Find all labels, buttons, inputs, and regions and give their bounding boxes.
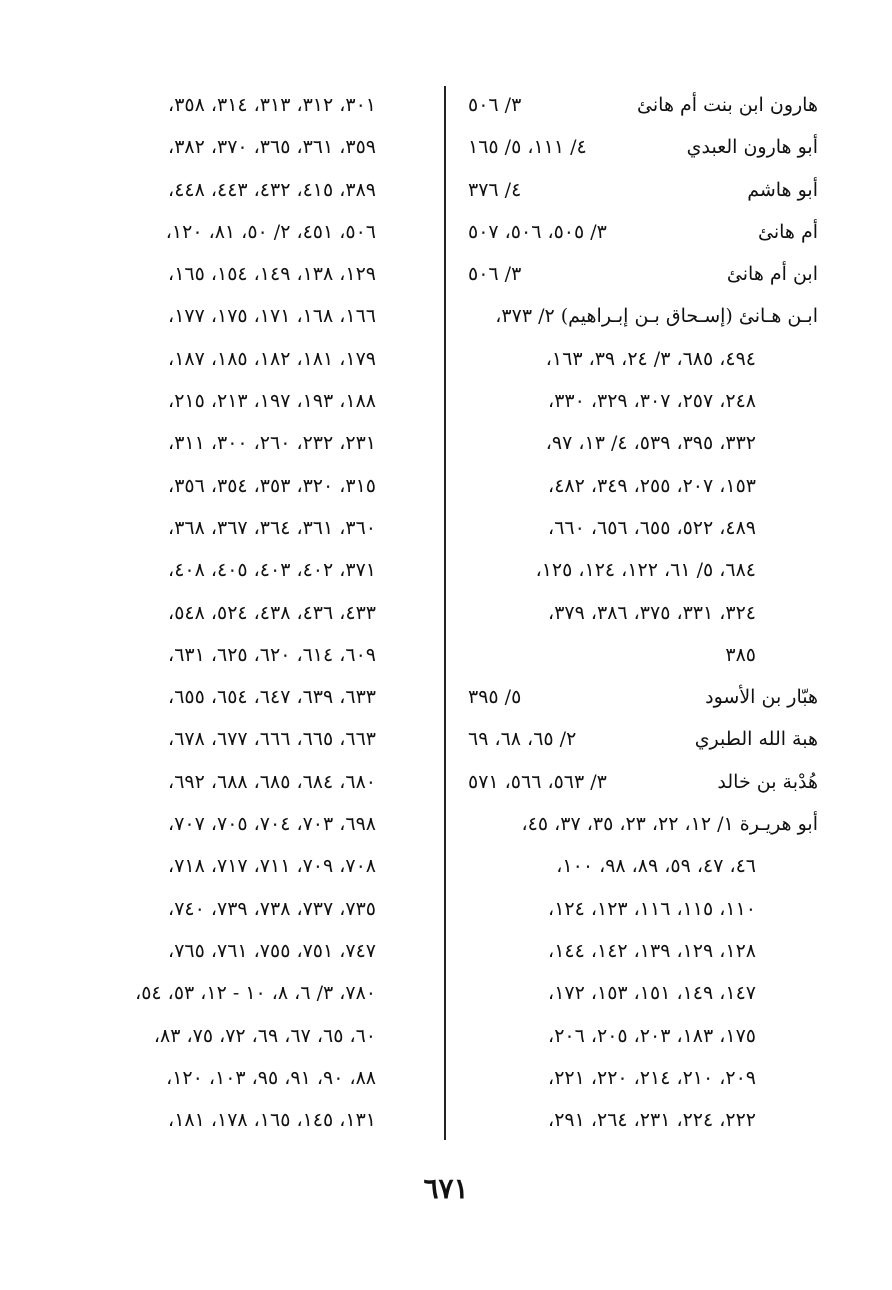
- continuation-line: ٦٦٣، ٦٦٥، ٦٦٦، ٦٧٧، ٦٧٨،: [168, 728, 376, 751]
- continuation-line: ١٧٩، ١٨١، ١٨٢، ١٨٥، ١٨٧،: [168, 347, 376, 370]
- index-entry: [458, 211, 818, 253]
- continuation-line: ٣٣٢، ٣٩٥، ٥٣٩، ٤/ ١٣، ٩٧،: [545, 432, 756, 455]
- continuation-line: ٣٦٠، ٣٦١، ٣٦٤، ٣٦٧، ٣٦٨،: [168, 516, 376, 539]
- left-index-column: [70, 84, 376, 1141]
- right-index-column: [458, 84, 818, 1141]
- entry-references: ٤/ ٣٧٦: [468, 178, 522, 201]
- entry-name: أم هانئ: [757, 220, 818, 243]
- continuation-line: ٤٩٤، ٦٨٥، ٣/ ٢٤، ٣٩، ١٦٣،: [545, 347, 756, 370]
- continuation-line: ١٢٨، ١٢٩، ١٣٩، ١٤٢، ١٤٤،: [548, 939, 756, 962]
- page-number: ٦٧١: [423, 1172, 469, 1205]
- entry-references: ٢/ ٦٥، ٦٨، ٦٩: [468, 728, 577, 751]
- continuation-line: ٣١٥، ٣٢٠، ٣٥٣، ٣٥٤، ٣٥٦،: [168, 474, 376, 497]
- index-entry: [458, 84, 818, 126]
- continuation-line: ٦٨٤، ٥/ ٦١، ١٢٢، ١٢٤، ١٢٥،: [535, 559, 756, 582]
- continuation-line: ١٦٦، ١٦٨، ١٧١، ١٧٥، ١٧٧،: [168, 305, 376, 328]
- continuation-line: ٢٢٢، ٢٢٤، ٢٣١، ٢٦٤، ٢٩١،: [548, 1109, 756, 1132]
- continuation-line: ٨٨، ٩٠، ٩١، ٩٥، ١٠٣، ١٢٠،: [166, 1066, 376, 1089]
- continuation-line: ١١٠، ١١٥، ١١٦، ١٢٣، ١٢٤،: [548, 897, 756, 920]
- continuation-line: ١٤٧، ١٤٩، ١٥١، ١٥٣، ١٧٢،: [548, 982, 756, 1005]
- continuation-line: ١٢٩، ١٣٨، ١٤٩، ١٥٤، ١٦٥،: [168, 263, 376, 286]
- entry-name: هارون ابن بنت أم هانئ: [637, 94, 818, 116]
- column-divider: [444, 86, 446, 1140]
- entry-name: هبة الله الطبري: [694, 728, 818, 751]
- continuation-line: ٣٨٩، ٤١٥، ٤٣٢، ٤٤٣، ٤٤٨،: [168, 178, 376, 201]
- entry-references: ٣/ ٥٠٦: [468, 263, 522, 286]
- continuation-line: ٧٣٥، ٧٣٧، ٧٣٨، ٧٣٩، ٧٤٠،: [168, 897, 376, 920]
- continuation-line: ٦٠٩، ٦١٤، ٦٢٠، ٦٢٥، ٦٣١،: [168, 643, 376, 666]
- continuation-line: ٣٠١، ٣١٢، ٣١٣، ٣١٤، ٣٥٨،: [168, 94, 376, 116]
- continuation-line: ٤٦، ٤٧، ٥٩، ٨٩، ٩٨، ١٠٠،: [556, 855, 756, 878]
- index-entry: [458, 169, 818, 211]
- entry-references: ٤/ ١١١، ٥/ ١٦٥: [468, 136, 587, 159]
- continuation-line: ٢٠٩، ٢١٠، ٢١٤، ٢٢٠، ٢٢١،: [548, 1066, 756, 1089]
- continuation-line: ٥٠٦، ٤٥١، ٢/ ٥٠، ٨١، ١٢٠،: [165, 220, 376, 243]
- continuation-line: ١٧٥، ١٨٣، ٢٠٣، ٢٠٥، ٢٠٦،: [548, 1024, 756, 1047]
- continuation-line: ٧٤٧، ٧٥١، ٧٥٥، ٧٦١، ٧٦٥،: [168, 939, 376, 962]
- index-entry: [458, 761, 818, 803]
- continuation-line: ٤٣٣، ٤٣٦، ٤٣٨، ٥٢٤، ٥٤٨،: [168, 601, 376, 624]
- continuation-line: ١٣١، ١٤٥، ١٦٥، ١٧٨، ١٨١،: [168, 1109, 376, 1132]
- continuation-line: ٦٠، ٦٥، ٦٧، ٦٩، ٧٢، ٧٥، ٨٣،: [153, 1024, 376, 1047]
- continuation-line: ٣٥٩، ٣٦١، ٣٦٥، ٣٧٠، ٣٨٢،: [168, 136, 376, 159]
- index-entry: [458, 253, 818, 295]
- index-entry: [458, 718, 818, 760]
- index-entry: [458, 126, 818, 168]
- entry-references: ٥/ ٣٩٥: [468, 686, 522, 709]
- index-entry: ابـن هـانئ (إسـحاق بـن إبـراهيم) ٢/ ٣٧٣،: [495, 305, 818, 328]
- entry-name: أبو هارون العبدي: [686, 136, 818, 159]
- entry-name: هبّار بن الأسود: [705, 686, 818, 709]
- continuation-line: ٦٣٣، ٦٣٩، ٦٤٧، ٦٥٤، ٦٥٥،: [168, 686, 376, 709]
- continuation-line: ٣٧١، ٤٠٢، ٤٠٣، ٤٠٥، ٤٠٨،: [168, 559, 376, 582]
- continuation-line: ١٨٨، ١٩٣، ١٩٧، ٢١٣، ٢١٥،: [168, 390, 376, 413]
- index-entry: [458, 676, 818, 718]
- entry-name: ابن أم هانئ: [726, 263, 818, 286]
- entry-references: ٣/ ٥٦٣، ٥٦٦، ٥٧١: [468, 770, 607, 793]
- continuation-line: ٤٨٩، ٥٢٢، ٦٥٥، ٦٥٦، ٦٦٠،: [548, 516, 756, 539]
- continuation-line: ٢٤٨، ٢٥٧، ٣٠٧، ٣٢٩، ٣٣٠،: [548, 390, 756, 413]
- continuation-line: ٣٢٤، ٣٣١، ٣٧٥، ٣٨٦، ٣٧٩،: [548, 601, 756, 624]
- continuation-line: ٧٠٨، ٧٠٩، ٧١١، ٧١٧، ٧١٨،: [168, 855, 376, 878]
- continuation-line: ٣٨٥: [725, 643, 756, 666]
- continuation-line: ١٥٣، ٢٠٧، ٢٥٥، ٣٤٩، ٤٨٢،: [548, 474, 756, 497]
- entry-name: هُدْبة بن خالد: [717, 770, 818, 793]
- entry-references: ٣/ ٥٠٥، ٥٠٦، ٥٠٧: [468, 220, 607, 243]
- continuation-line: ٦٨٠، ٦٨٤، ٦٨٥، ٦٨٨، ٦٩٢،: [168, 770, 376, 793]
- continuation-line: ٦٩٨، ٧٠٣، ٧٠٤، ٧٠٥، ٧٠٧،: [168, 813, 376, 836]
- entry-references: ٣/ ٥٠٦: [468, 94, 522, 116]
- entry-name: أبو هاشم: [747, 178, 818, 201]
- index-entry: أبو هريـرة ١/ ١٢، ٢٢، ٢٣، ٣٥، ٣٧، ٤٥،: [521, 813, 818, 836]
- continuation-line: ٧٨٠، ٣/ ٦، ٨، ١٠ - ١٢، ٥٣، ٥٤،: [135, 982, 376, 1005]
- continuation-line: ٢٣١، ٢٣٢، ٢٦٠، ٣٠٠، ٣١١،: [168, 432, 376, 455]
